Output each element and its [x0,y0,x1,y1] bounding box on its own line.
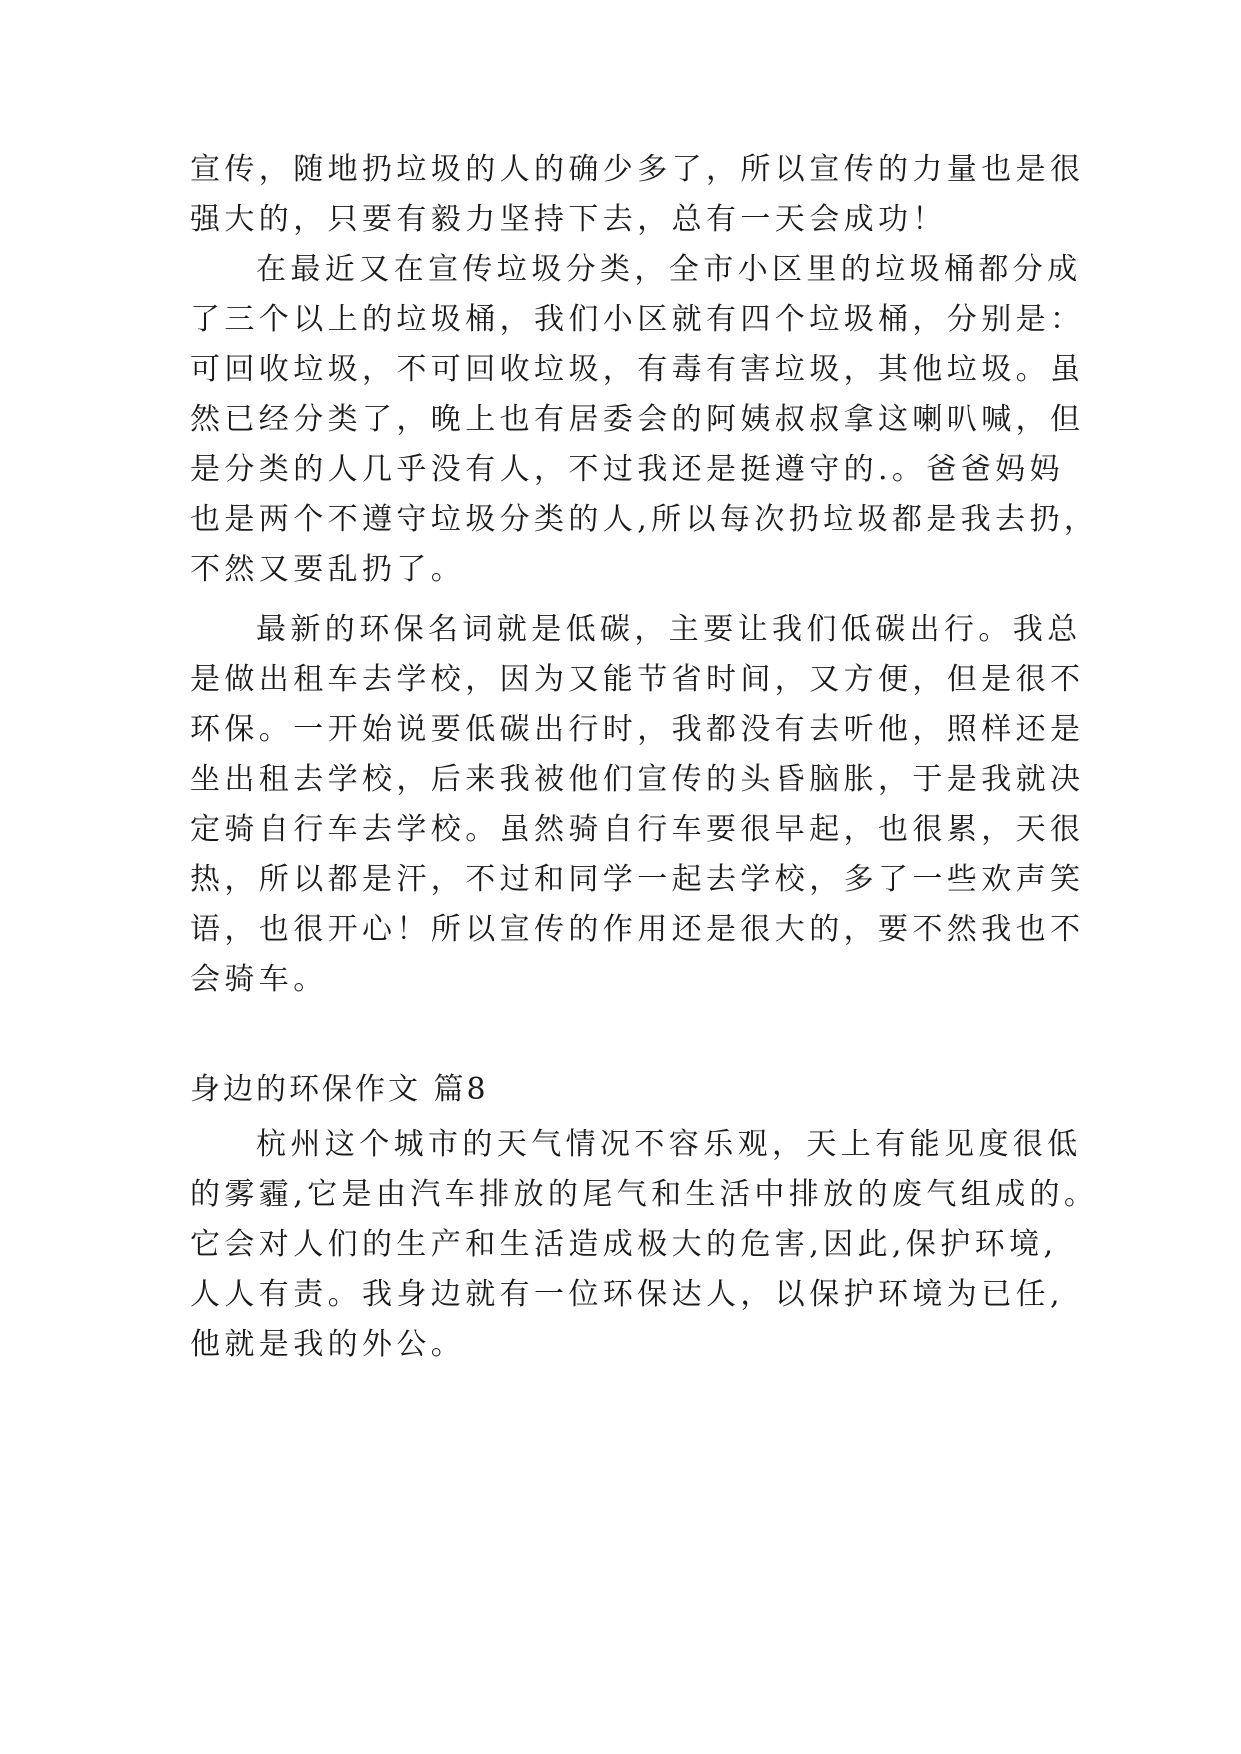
text-line: 也是两个不遵守垃圾分类的人,所以每次扔垃圾都是我去扔， [190,502,1099,537]
text-line: 语，也很开心！所以宣传的作用还是很大的，要不然我也不 [190,912,1085,947]
text-line: 会骑车。 [190,962,328,997]
text-line: 是做出租车去学校，因为又能节省时间，又方便，但是很不 [190,662,1085,697]
text-line: 可回收垃圾，不可回收垃圾，有毒有害垃圾，其他垃圾。虽 [190,352,1085,387]
text-line: 它会对人们的生产和生活造成极大的危害,因此,保护环境, [190,1227,1058,1262]
text-line: 的雾霾,它是由汽车排放的尾气和生活中排放的废气组成的。 [190,1177,1099,1212]
text-line: 定骑自行车去学校。虽然骑自行车要很早起，也很累，天很 [190,812,1085,847]
text-line: 环保。一开始说要低碳出行时，我都没有去听他，照样还是 [190,712,1085,747]
text-line: 杭州这个城市的天气情况不容乐观，天上有能见度很低 [256,1127,1082,1162]
section-heading: 身边的环保作文 篇8 [190,1072,489,1107]
text-line: 不然又要乱扔了。 [190,552,466,587]
text-line: 坐出租去学校，后来我被他们宣传的头昏脑胀，于是我就决 [190,762,1085,797]
text-line: 强大的，只要有毅力坚持下去，总有一天会成功！ [190,202,947,237]
text-line: 宣传，随地扔垃圾的人的确少多了，所以宣传的力量也是很 [190,152,1085,187]
text-line: 是分类的人几乎没有人，不过我还是挺遵守的.。爸爸妈妈 [190,452,1064,487]
text-line: 热，所以都是汗，不过和同学一起去学校，多了一些欢声笑 [190,862,1085,897]
text-line: 最新的环保名词就是低碳，主要让我们低碳出行。我总 [256,612,1082,647]
text-line: 然已经分类了，晚上也有居委会的阿姨叔叔拿这喇叭喊，但 [190,402,1085,437]
text-line: 人人有责。我身边就有一位环保达人，以保护环境为已任, [190,1277,1064,1312]
text-line: 他就是我的外公。 [190,1327,466,1362]
text-line: 了三个以上的垃圾桶，我们小区就有四个垃圾桶，分别是： [190,302,1085,337]
text-line: 在最近又在宣传垃圾分类，全市小区里的垃圾桶都分成 [256,252,1082,287]
